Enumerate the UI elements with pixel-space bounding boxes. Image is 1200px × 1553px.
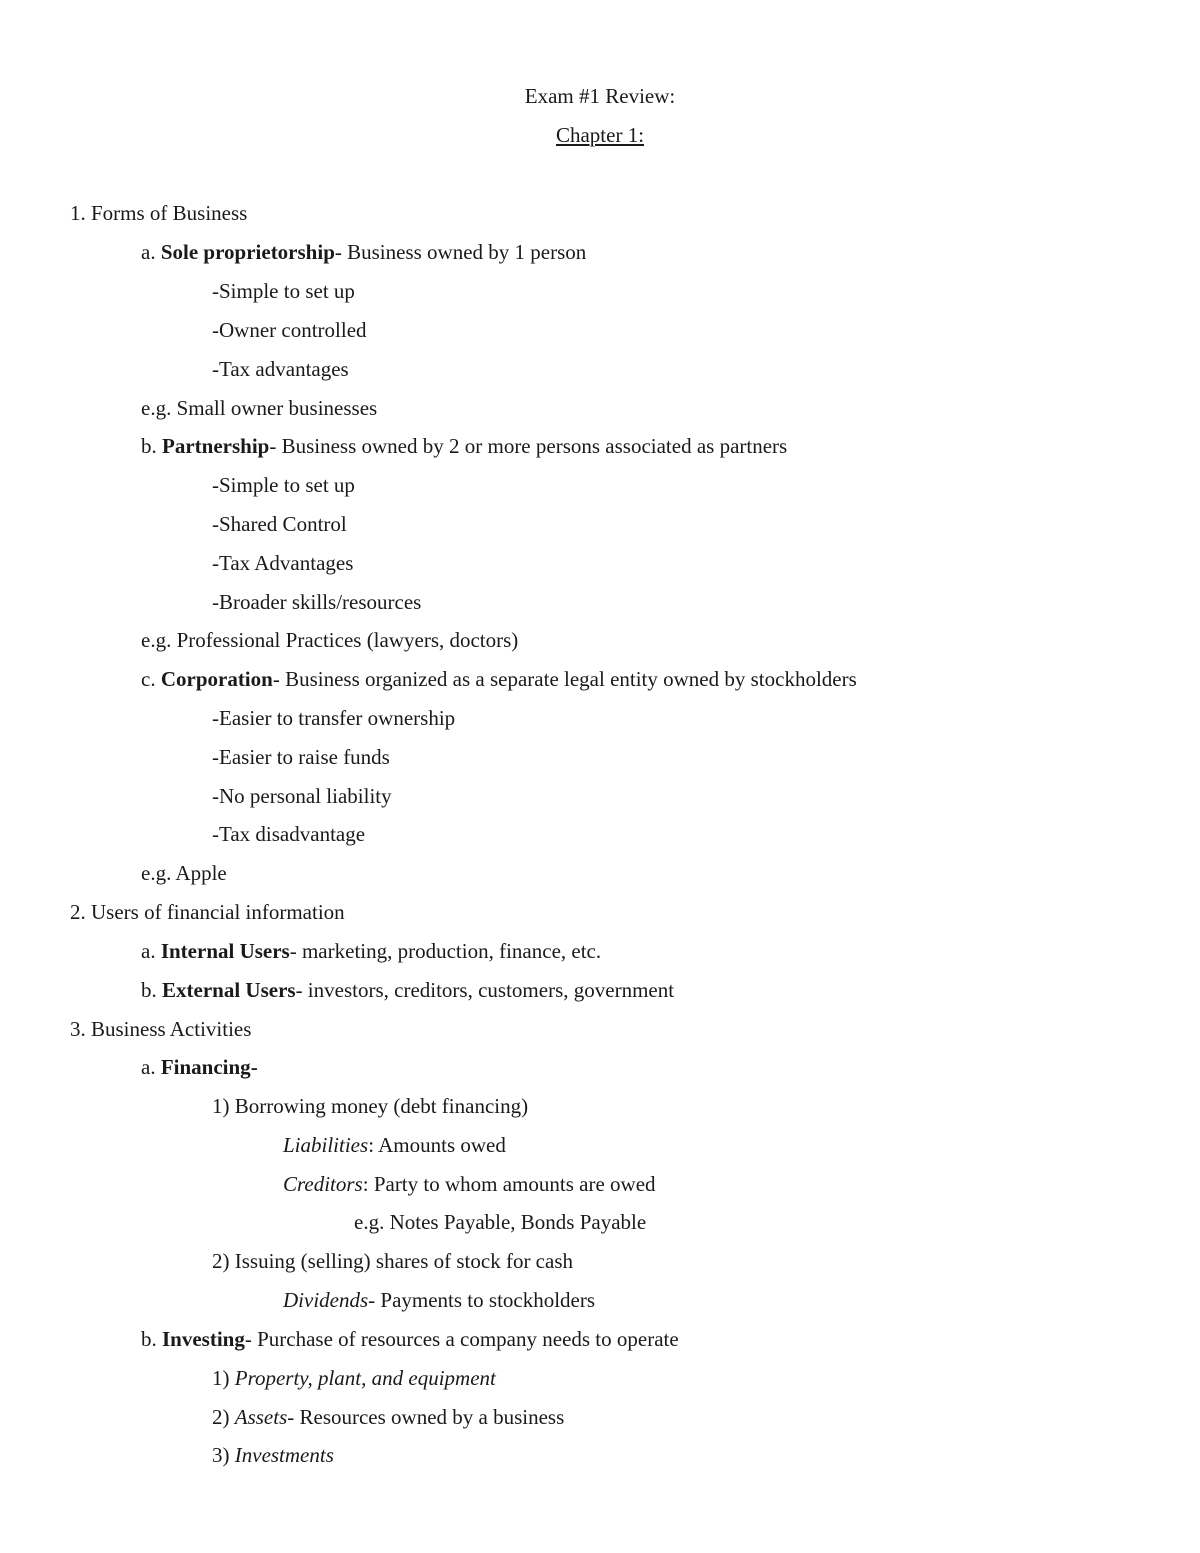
document-title: Exam #1 Review: <box>524 84 676 108</box>
numbered-item: 2) Assets- Resources owned by a business <box>212 1405 565 1429</box>
term: Dividends <box>283 1288 369 1312</box>
term: Property, plant, and equipment <box>234 1366 496 1390</box>
chapter-heading: Chapter 1: <box>555 123 645 147</box>
definition-line: Creditors: Party to whom amounts are owed <box>283 1172 656 1196</box>
term: Financing <box>160 1055 251 1079</box>
term: Corporation <box>160 667 273 691</box>
example-text: e.g. Small owner businesses <box>141 396 378 420</box>
bullet-point: -Easier to transfer ownership <box>212 706 456 730</box>
bullet-point: -Tax disadvantage <box>212 822 366 846</box>
definition-line: Dividends- Payments to stockholders <box>283 1288 596 1312</box>
term: Investments <box>234 1443 334 1467</box>
term: Liabilities <box>283 1133 369 1157</box>
term: Creditors <box>283 1172 363 1196</box>
bullet-point: -Easier to raise funds <box>212 745 390 769</box>
bullet-point: -Broader skills/resources <box>212 590 422 614</box>
section-heading: 1. Forms of Business <box>70 201 248 225</box>
term: Internal Users <box>160 939 290 963</box>
list-item: a. Internal Users- marketing, production, finance, etc. <box>141 939 602 963</box>
bullet-point: -Simple to set up <box>212 473 355 497</box>
numbered-item: 1) Borrowing money (debt financing) <box>212 1094 529 1118</box>
numbered-item: 3) Investments <box>212 1443 334 1467</box>
list-item: b. External Users- investors, creditors, customers, government <box>141 978 675 1002</box>
bullet-point: -No personal liability <box>212 784 392 808</box>
bullet-point: -Owner controlled <box>212 318 367 342</box>
term: Assets <box>234 1405 288 1429</box>
list-item: b. Investing- Purchase of resources a company needs to operate <box>141 1327 679 1351</box>
term: Partnership <box>162 434 270 458</box>
bullet-point: -Tax Advantages <box>212 551 354 575</box>
term: Sole proprietorship <box>160 240 335 264</box>
term: External Users <box>162 978 296 1002</box>
list-item: b. Partnership- Business owned by 2 or more persons associated as partners <box>141 434 788 458</box>
list-item: a. Financing- <box>141 1055 258 1079</box>
bullet-point: -Tax advantages <box>212 357 349 381</box>
section-heading: 2. Users of financial information <box>70 900 345 924</box>
list-item: c. Corporation- Business organized as a separate legal entity owned by stockholders <box>141 667 857 691</box>
definition-line: Liabilities: Amounts owed <box>283 1133 506 1157</box>
numbered-item: 1) Property, plant, and equipment <box>212 1366 496 1390</box>
section-heading: 3. Business Activities <box>70 1017 252 1041</box>
bullet-point: -Shared Control <box>212 512 347 536</box>
term: Investing <box>162 1327 245 1351</box>
bullet-point: -Simple to set up <box>212 279 355 303</box>
example-text: e.g. Professional Practices (lawyers, doctors) <box>141 628 519 652</box>
numbered-item: 2) Issuing (selling) shares of stock for cash <box>212 1249 573 1273</box>
example-text: e.g. Apple <box>141 861 227 885</box>
example-text: e.g. Notes Payable, Bonds Payable <box>354 1210 647 1234</box>
list-item: a. Sole proprietorship- Business owned by 1 person <box>141 240 587 264</box>
